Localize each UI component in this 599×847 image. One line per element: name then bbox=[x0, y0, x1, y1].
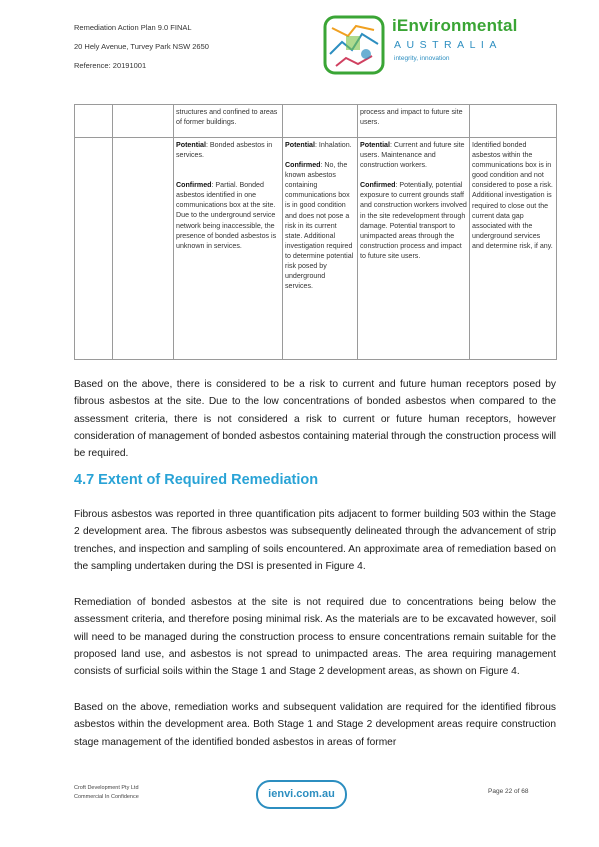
site-address: 20 Hely Avenue, Turvey Park NSW 2650 bbox=[74, 42, 209, 51]
company-logo bbox=[322, 14, 522, 80]
logo-tagline: integrity, innovation bbox=[394, 55, 450, 62]
table-cell bbox=[470, 105, 557, 138]
page-footer bbox=[0, 778, 599, 818]
potential-label: Potential bbox=[176, 141, 206, 149]
cell-text: : Current and future site users. Maintenance and construction workers. bbox=[360, 141, 465, 170]
table-cell: process and impact to future site users. bbox=[358, 105, 470, 138]
potential-label: Potential bbox=[285, 141, 315, 149]
page-header bbox=[74, 18, 534, 78]
table-cell: structures and confined to areas of former buildings. bbox=[174, 105, 283, 138]
table-cell bbox=[283, 105, 358, 138]
potential-label: Potential bbox=[360, 141, 390, 149]
section-heading: 4.7 Extent of Required Remediation bbox=[74, 472, 319, 488]
confirmed-label: Confirmed bbox=[285, 161, 321, 170]
risk-assessment-table bbox=[74, 104, 557, 360]
table-row bbox=[75, 105, 557, 138]
logo-brand-text: iEnvironmental bbox=[392, 16, 518, 35]
table-cell bbox=[283, 138, 358, 360]
cell-text: : No, the known asbestos containing communications box is in good condition and does not pose a risk in its current state. Additional investigation required to determine potential risk posed by underground services. bbox=[285, 161, 354, 291]
map-logo-icon bbox=[322, 14, 386, 76]
table-cell bbox=[113, 138, 174, 360]
document-title: Remediation Action Plan 9.0 FINAL bbox=[74, 23, 192, 32]
confirmed-label: Confirmed bbox=[176, 181, 212, 190]
page-number: Page 22 of 68 bbox=[488, 788, 529, 795]
table-row bbox=[75, 138, 557, 360]
body-paragraph: Based on the above, there is considered to be a risk to current and future human receptors posed by fibrous asbestos at the site. Due to the low concentrations of bonded asbestos when compared to the assessment criteria, there is not considered a risk to current or future human receptors, however consideration of management of bonded asbestos containing material through the construction process will be required. bbox=[74, 379, 556, 460]
table-cell bbox=[75, 138, 113, 360]
body-paragraph: Based on the above, remediation works and subsequent validation are required for the identified fibrous asbestos within the development area. Both Stage 1 and Stage 2 development areas require construction stage management of the identified bonded asbestos in areas of former bbox=[74, 702, 556, 748]
footer-company bbox=[74, 784, 139, 801]
table-cell bbox=[75, 105, 113, 138]
footer-confidentiality: Commercial In Confidence bbox=[74, 793, 139, 800]
reference-number: Reference: 20191001 bbox=[74, 61, 147, 70]
confirmed-label: Confirmed bbox=[360, 181, 396, 190]
website-link[interactable]: ienvi.com.au bbox=[256, 780, 347, 809]
cell-text: : Bonded asbestos in services. bbox=[176, 141, 273, 160]
table-cell bbox=[358, 138, 470, 360]
logo-country-text: AUSTRALIA bbox=[394, 39, 502, 51]
table-cell: Identified bonded asbestos within the communications box is in good condition and not considered to pose a risk. Additional investigation is required to close out the current data gap associated with the underground services and determine risk, if any. bbox=[470, 138, 557, 360]
body-paragraph: Remediation of bonded asbestos at the site is not required due to concentrations being below the assessment criteria, and therefore posing minimal risk. As the materials are to be excavated however, soil will need to be managed during the construction process to ensure concentrations remain suitable for the proposed land use, and asbestos is not spread to unimpacted areas. The area requiring management consists of surficial soils within the Stage 1 and Stage 2 development areas, as shown on Figure 4. bbox=[74, 597, 556, 678]
cell-text: : Inhalation. bbox=[314, 141, 352, 149]
body-paragraph: Fibrous asbestos was reported in three quantification pits adjacent to former building 503 within the Stage 2 development area. The fibrous asbestos was subsequently delineated through the advancement of strip trenches, and inspection and sampling of soils encountered. An approximate area of remediation based on the sampling undertaken during the DSI is presented in Figure 4. bbox=[74, 509, 556, 572]
table-cell bbox=[174, 138, 283, 360]
cell-text: : Potentially, potential exposure to current grounds staff and construction workers involved in the site redevelopment through damage. Potential transport to unimpacted areas through the construction process and impact to future site users. bbox=[360, 181, 467, 260]
footer-client: Croft Development Pty Ltd bbox=[74, 785, 139, 791]
table-cell bbox=[113, 105, 174, 138]
cell-text: : Partial. Bonded asbestos identified in one communications box at the site. Due to the underground service network being inaccessible, the presence of bonded asbestos is unknown in services. bbox=[176, 181, 277, 250]
